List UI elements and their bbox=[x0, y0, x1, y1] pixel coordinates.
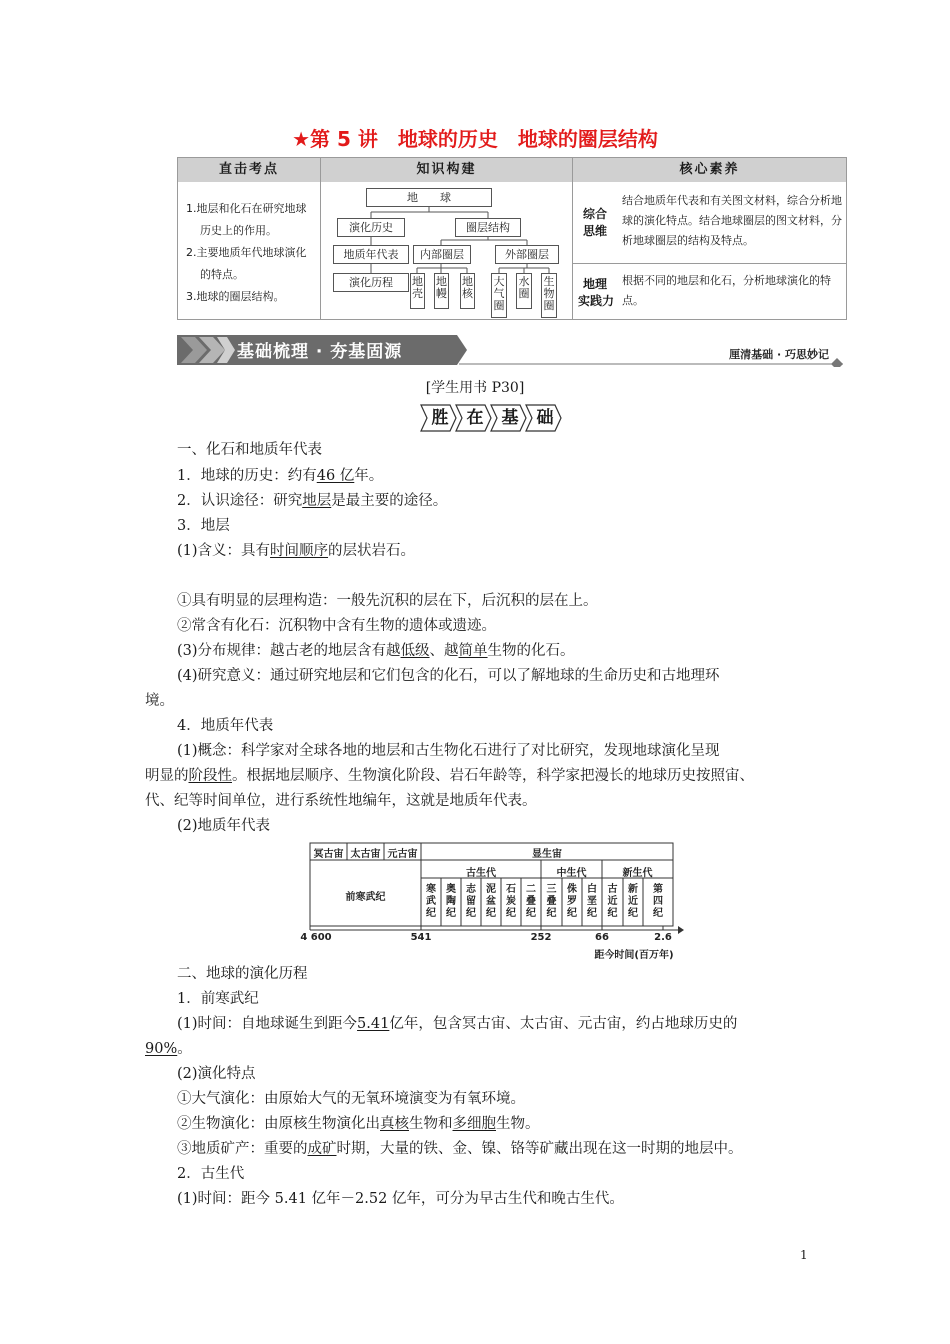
competency-text: 根据不同的地层和化石，分析地球演化的特点。 bbox=[622, 274, 831, 307]
text-line: 1．前寒武纪 bbox=[177, 991, 259, 1007]
text-line: 明显的阶段性。根据地层顺序、生物演化阶段、岩石年龄等，科学家把漫长的地球历史按照宙、 bbox=[145, 768, 754, 784]
text-line: ②常含有化石：沉积物中含有生物的遗体或遗迹。 bbox=[177, 618, 496, 634]
page-number: 1 bbox=[800, 1248, 808, 1262]
period-silurian: 志 留 纪 bbox=[466, 884, 476, 919]
period-jurassic: 侏 罗 纪 bbox=[567, 884, 577, 919]
text-line: 1．地球的历史：约有46 亿年。 bbox=[177, 468, 384, 484]
concept-inner-spheres: 内部圈层 bbox=[413, 245, 471, 264]
concept-mantle: 地 幔 bbox=[434, 273, 449, 309]
competency-text: 结合地质年代表和有关图文材料，综合分析地球的演化特点。结合地球圈层的图文材料，分析地球圈层的结构及特点。 bbox=[622, 194, 842, 247]
period-paleogene: 古 近 纪 bbox=[607, 884, 618, 919]
concept-outer-spheres: 外部圈层 bbox=[495, 245, 559, 264]
competency-label: 综合 思维 bbox=[582, 207, 607, 238]
text-line: 3．地层 bbox=[177, 518, 230, 534]
geologic-time-table bbox=[300, 838, 685, 963]
concept-map bbox=[321, 182, 572, 320]
tick-label: 66 bbox=[595, 932, 609, 943]
header-knowledge-map: 知识构建 bbox=[321, 158, 572, 182]
period-neogene: 新 近 纪 bbox=[628, 884, 638, 919]
chip-char: 在 bbox=[466, 408, 484, 428]
text-line: 90%。 bbox=[145, 1041, 192, 1057]
period-cambrian: 寒 武 纪 bbox=[426, 884, 436, 919]
precambrian-label: 前寒武纪 bbox=[345, 892, 386, 903]
student-book-reference: [学生用书 P30] bbox=[425, 380, 525, 396]
text-line: ②生物演化：由原核生物演化出真核生物和多细胞生物。 bbox=[177, 1116, 540, 1132]
chip-char: 础 bbox=[536, 408, 554, 428]
exam-points-list bbox=[186, 198, 316, 308]
section-heading: 一、化石和地质年代表 bbox=[177, 442, 322, 458]
header-exam-points: 直击考点 bbox=[178, 158, 320, 182]
eon-hadean: 冥古宙 bbox=[313, 849, 344, 860]
text-line: (2)演化特点 bbox=[177, 1066, 256, 1082]
exam-point: 3.地球的圈层结构。 bbox=[186, 290, 285, 303]
exam-point: 1.地层和化石在研究地球历史上的作用。 bbox=[186, 202, 307, 237]
period-triassic: 三 叠 纪 bbox=[546, 884, 557, 919]
tick-label: 2.6 bbox=[654, 932, 672, 943]
section-banner bbox=[177, 333, 847, 367]
text-line: ①大气演化：由原始大气的无氧环境演变为有氧环境。 bbox=[177, 1091, 525, 1107]
concept-crust: 地 壳 bbox=[410, 273, 425, 309]
era-mesozoic: 中生代 bbox=[556, 868, 587, 879]
era-cenozoic: 新生代 bbox=[622, 868, 653, 879]
exam-point: 2.主要地质年代地球演化的特点。 bbox=[186, 246, 307, 281]
period-carboniferous: 石 炭 纪 bbox=[506, 884, 516, 919]
overview-table bbox=[177, 157, 847, 320]
concept-sphere-structure: 圈层结构 bbox=[455, 218, 521, 237]
chip-char: 基 bbox=[501, 408, 519, 428]
text-line: ①具有明显的层理构造：一般先沉积的层在下，后沉积的层在上。 bbox=[177, 593, 598, 609]
text-line: 2．认识途径：研究地层是最主要的途径。 bbox=[177, 493, 448, 509]
period-cretaceous: 白 垩 纪 bbox=[587, 884, 597, 919]
banner-subtitle: 厘清基础 · 巧思妙记 bbox=[729, 348, 829, 361]
tick-label: 4 600 bbox=[300, 932, 332, 943]
chip-char: 胜 bbox=[431, 408, 449, 428]
concept-atmosphere: 大 气 圈 bbox=[491, 273, 507, 318]
header-competencies: 核心素养 bbox=[573, 158, 846, 182]
text-line: (1)时间：距今 5.41 亿年－2.52 亿年，可分为早古生代和晚古生代。 bbox=[177, 1191, 624, 1207]
banner-title: 基础梳理 · 夯基固源 bbox=[237, 342, 403, 362]
period-quaternary: 第 四 纪 bbox=[653, 884, 663, 919]
concept-biosphere: 生 物 圈 bbox=[541, 273, 557, 318]
period-ordovician: 奥 陶 纪 bbox=[446, 884, 456, 919]
era-paleozoic: 古生代 bbox=[466, 868, 496, 879]
eon-archean: 太古宙 bbox=[350, 849, 381, 860]
text-line: (4)研究意义：通过研究地层和它们包含的化石，可以了解地球的生命历史和古地理环 bbox=[177, 668, 720, 684]
text-line: ③地质矿产：重要的成矿时期，大量的铁、金、镍、铬等矿藏出现在这一时期的地层中。 bbox=[177, 1141, 743, 1157]
concept-evolution-process: 演化历程 bbox=[333, 273, 409, 292]
concept-evolution-history: 演化历史 bbox=[337, 218, 405, 237]
competency-label: 地理 实践力 bbox=[578, 277, 615, 308]
tick-label: 252 bbox=[530, 932, 552, 943]
period-devonian: 泥 盆 纪 bbox=[486, 884, 496, 919]
axis-label: 距今时间(百万年) bbox=[594, 950, 674, 961]
concept-core: 地 核 bbox=[460, 273, 475, 309]
page-title: ★第 5 讲 地球的历史 地球的圈层结构 bbox=[292, 127, 658, 151]
text-line: (3)分布规律：越古老的地层含有越低级、越简单生物的化石。 bbox=[177, 643, 575, 659]
section-heading: 二、地球的演化历程 bbox=[177, 966, 308, 982]
eon-proterozoic: 元古宙 bbox=[387, 849, 418, 860]
text-line: 2．古生代 bbox=[177, 1166, 245, 1182]
text-line: (1)概念：科学家对全球各地的地层和古生物化石进行了对比研究，发现地球演化呈现 bbox=[177, 743, 720, 759]
period-permian: 二 叠 纪 bbox=[526, 884, 536, 919]
text-line: (2)地质年代表 bbox=[177, 818, 271, 834]
text-line: (1)时间：自地球诞生到距今5.41亿年，包含冥古宙、太古宙、元古宙，约占地球历史的 bbox=[177, 1016, 738, 1032]
text-line: 代、纪等时间单位，进行系统性地编年，这就是地质年代表。 bbox=[145, 793, 537, 809]
concept-hydrosphere: 水 圈 bbox=[516, 273, 532, 309]
tick-label: 541 bbox=[410, 932, 432, 943]
text-line: 4．地质年代表 bbox=[177, 718, 274, 734]
text-line: 境。 bbox=[145, 693, 174, 709]
eon-phanerozoic: 显生宙 bbox=[532, 849, 562, 860]
concept-geologic-timescale: 地质年代表 bbox=[333, 245, 409, 264]
text-line: (1)含义：具有时间顺序的层状岩石。 bbox=[177, 543, 416, 559]
concept-root: 地 球 bbox=[366, 188, 492, 207]
